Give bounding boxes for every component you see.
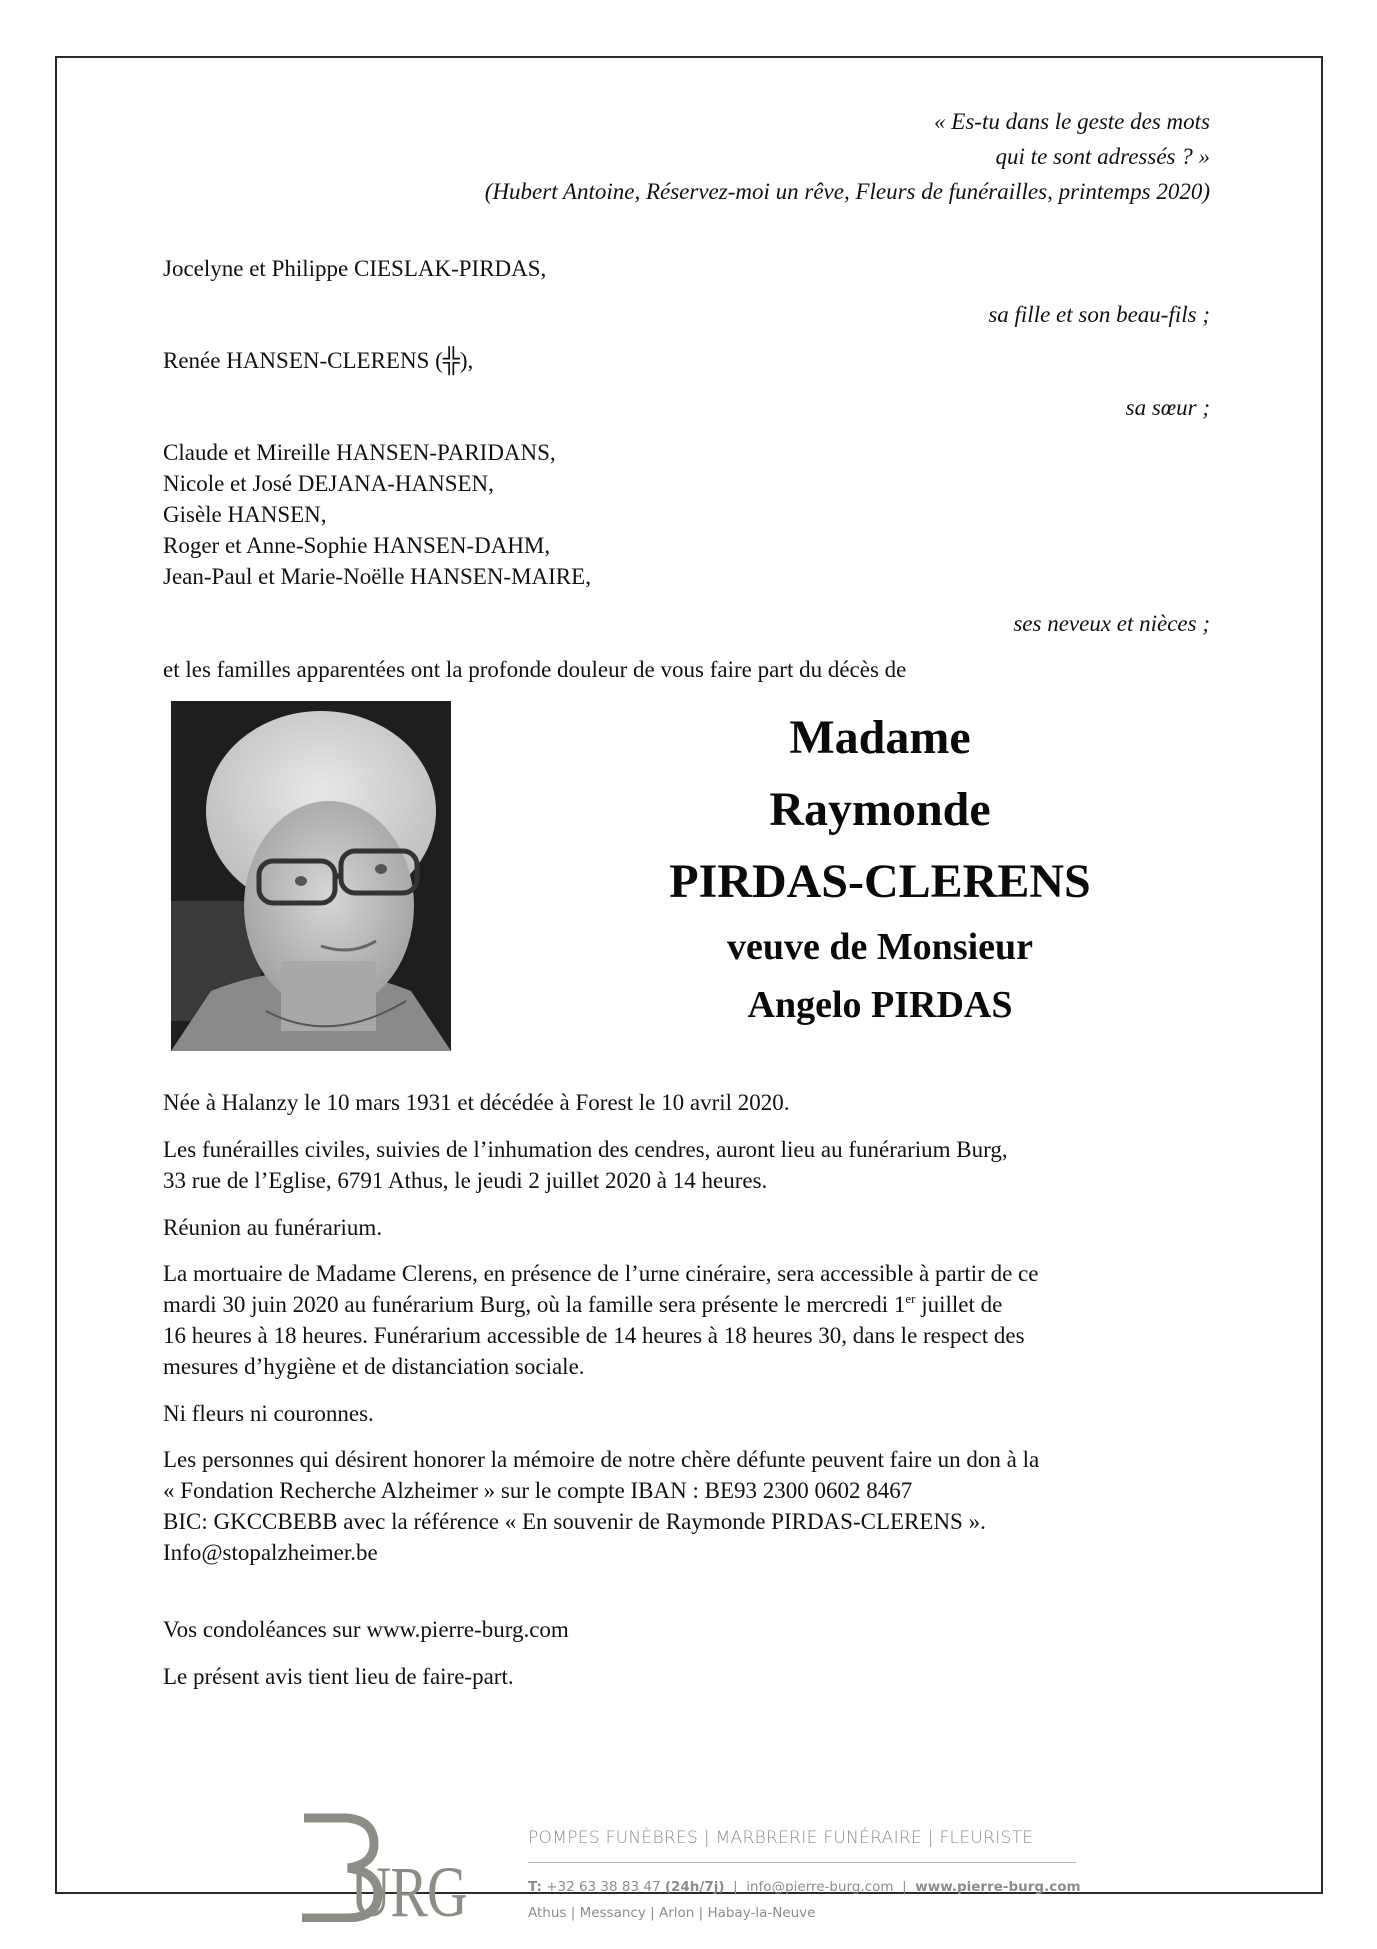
footer-email[interactable]: | info@pierre-burg.com | (724, 1879, 916, 1895)
word: PIRDAS-CLERENS ». (771, 1509, 986, 1534)
sister-suffix: ), (459, 348, 474, 373)
announcement: et les familles apparentées ont la profonde douleur de vous faire part du décès de (163, 657, 907, 682)
word: la (391, 1509, 408, 1534)
word: de (638, 1509, 660, 1534)
relation-sister: sa sœur ; (1125, 395, 1210, 420)
family-nephew: Claude et Mireille HANSEN-PARIDANS, (163, 440, 556, 465)
mortuary-line (163, 1289, 1213, 1320)
mortuary-line-text: juillet de (915, 1292, 1003, 1317)
word: BIC: (163, 1509, 208, 1534)
notice-text: Le présent avis tient lieu de faire-part. (163, 1664, 514, 1689)
funeral-line: Les funérailles civiles, suivies de l’inhumation des cendres, auront lieu au funérarium Burg, (163, 1137, 1008, 1162)
mortuary-line: mesures d’hygiène et de distanciation sociale. (163, 1354, 585, 1379)
mortuary-info (163, 1258, 1213, 1382)
condolences (163, 1614, 1213, 1645)
funeral-info (163, 1134, 1213, 1196)
notice (163, 1661, 1213, 1692)
burg-logo (296, 1812, 486, 1922)
condolences-link[interactable]: Vos condoléances sur www.pierre-burg.com (163, 1617, 569, 1642)
birth-death (163, 1087, 1213, 1118)
family-nephew: Nicole et José DEJANA-HANSEN, (163, 471, 494, 496)
widow-line: veuve de Monsieur (726, 926, 1034, 968)
donation-line: « Fondation Recherche Alzheimer » sur le compte IBAN : BE93 2300 0602 8467 (163, 1478, 913, 1503)
husband-name: Angelo PIRDAS (747, 984, 1013, 1026)
word: avec (343, 1509, 386, 1534)
word: Raymonde (665, 1509, 766, 1534)
epigraph-line: « Es-tu dans le geste des mots (934, 109, 1210, 134)
family-sister (163, 346, 473, 376)
epigraph (485, 104, 1210, 209)
donation-line-bic (163, 1506, 1211, 1537)
footer-contact (528, 1879, 1081, 1895)
funeral-home-footer (296, 1812, 1096, 1932)
flowers-note (163, 1398, 1213, 1429)
footer-website[interactable]: www.pierre-burg.com (915, 1879, 1081, 1895)
word: référence (413, 1509, 499, 1534)
birth-death-text: Née à Halanzy le 10 mars 1931 et décédée à Forest le 10 avril 2020. (163, 1090, 790, 1115)
donation-line: Les personnes qui désirent honorer la mémoire de notre chère défunte peuvent faire un don à la (163, 1447, 1040, 1472)
funeral-line: 33 rue de l’Eglise, 6791 Athus, le jeudi 2 juillet 2020 à 14 heures. (163, 1168, 768, 1193)
mortuary-line: La mortuaire de Madame Clerens, en présence de l’urne cinéraire, sera accessible à partir de ce (163, 1261, 1039, 1286)
ordinal-suffix: er (905, 1291, 916, 1306)
mortuary-line: 16 heures à 18 heures. Funérarium accessible de 14 heures à 18 heures 30, dans le respect des (163, 1323, 1025, 1348)
deceased-last-name: PIRDAS-CLERENS (669, 855, 1091, 908)
word: « En (504, 1509, 548, 1534)
relation-daughter: sa fille et son beau-fils ; (988, 302, 1210, 327)
deceased-title: Madame (789, 711, 971, 764)
word: souvenir (553, 1509, 633, 1534)
footer-towns: Athus | Messancy | Arlon | Habay-la-Neuve (528, 1905, 816, 1921)
family-nephew: Gisèle HANSEN, (163, 502, 327, 527)
flowers-text: Ni fleurs ni couronnes. (163, 1401, 374, 1426)
footer-divider (528, 1862, 1076, 1863)
sister-name: Renée HANSEN-CLERENS ( (163, 348, 443, 373)
word: GKCCBEBB (213, 1509, 338, 1534)
reunion (163, 1212, 1213, 1243)
reunion-text: Réunion au funérarium. (163, 1215, 383, 1240)
cross-icon: ╬ (442, 348, 460, 374)
relation-nephews: ses neveux et nièces ; (1013, 611, 1210, 636)
portrait-image (171, 701, 451, 1051)
portrait-photo (171, 701, 451, 1051)
epigraph-source: (Hubert Antoine, Réservez-moi un rêve, Fleurs de funérailles, printemps 2020) (484, 179, 1210, 204)
phone-hours: (24h/7j) (664, 1879, 725, 1895)
phone-label: T: (528, 1879, 542, 1895)
donation-info (163, 1444, 1213, 1568)
mortuary-line-text: mardi 30 juin 2020 au funérarium Burg, où la famille sera présente le mercredi 1 (163, 1292, 906, 1317)
phone-number[interactable]: +32 63 38 83 47 (541, 1879, 665, 1895)
deceased-first-name: Raymonde (769, 783, 991, 836)
deceased-name-block (560, 700, 1200, 1034)
family-daughter: Jocelyne et Philippe CIESLAK-PIRDAS, (163, 256, 547, 281)
family-nephew: Roger et Anne-Sophie HANSEN-DAHM, (163, 533, 551, 558)
svg-text:URG: URG (350, 1851, 468, 1922)
epigraph-line: qui te sont adressés ? » (995, 144, 1210, 169)
donation-email-link[interactable]: Info@stopalzheimer.be (163, 1540, 378, 1565)
family-nephew: Jean-Paul et Marie-Noëlle HANSEN-MAIRE, (163, 564, 591, 589)
footer-tagline: POMPES FUNÈBRES | MARBRERIE FUNÉRAIRE | FLEURISTE (528, 1828, 1034, 1848)
